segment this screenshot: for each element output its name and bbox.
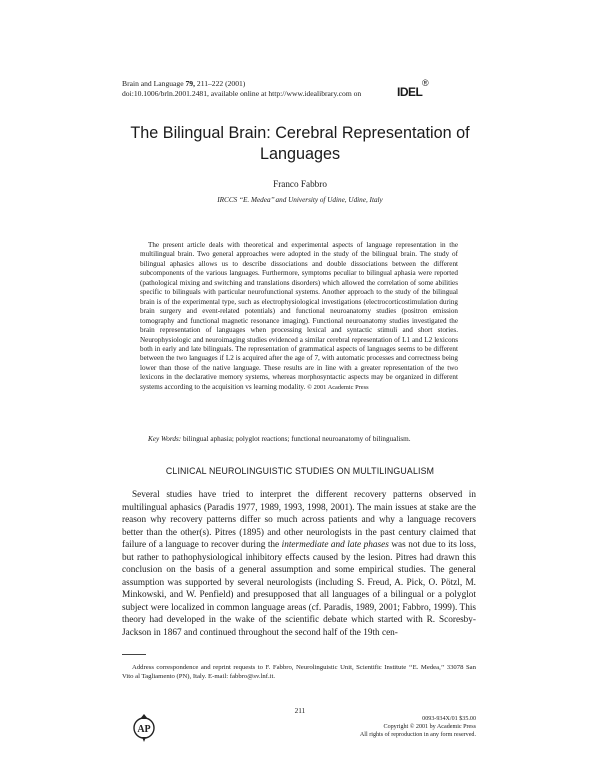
journal-header xyxy=(122,79,361,99)
doi-line: doi:10.1006/brln.2001.2481, available online at http://www.idealibrary.com on xyxy=(122,89,362,98)
academic-press-logo-text: AP xyxy=(137,724,151,735)
journal-volume: 79, xyxy=(185,79,195,88)
body-text-part-1: Several studies have tried to interpret the different recovery patterns observed in multilingual aphasics (Paradis 1977, 1989, 1993, 1998, 2001). The main issues at stake are the reason why recovery patterns differ so much across patients and why a language recovers better than the other(s). Pitres (1895) and other neurologists in the past century claimed that failure of a language to recover during the xyxy=(122,490,476,550)
body-text-italic: intermediate and late phases xyxy=(281,540,389,550)
journal-pages: 211–222 (2001) xyxy=(196,79,246,88)
ideal-logo-text: IDE xyxy=(397,85,416,99)
body-text-part-2: was not due to its loss, but rather to pathophysiological inhibitory effects caused by the lesion. Pitres had drawn this conclusion on the basis of a general assumption and some empirical studies. The general assumption was supported by several neurologists (including S. Freud, A. Pick, O. Pötzl, M. Minkowski, and W. Penfield) and presupposed that all languages of a bilingual or a polyglot subject were localized in common language areas (cf. Paradis, 1989, 2001; Fabbro, 1999). This theory had developed in the wake of the scientific debate which started with R. Scoresby-Jackson in 1867 and continued throughout the second half of the 19th cen- xyxy=(122,540,477,638)
abstract xyxy=(140,241,458,392)
footnote-divider xyxy=(122,654,146,655)
article-title: The Bilingual Brain: Cerebral Representation of Languages xyxy=(130,124,470,163)
abstract-rights: © 2001 Academic Press xyxy=(307,383,369,391)
copyright-block xyxy=(330,716,476,739)
copyright-price: 0093-934X/01 $35.00 xyxy=(422,716,476,722)
ideal-logo xyxy=(397,85,422,99)
keywords-text: bilingual aphasia; polyglot reactions; functional neuroanatomy of bilingualism. xyxy=(183,435,411,443)
author-name: Franco Fabbro xyxy=(273,179,327,189)
section-heading: CLINICAL NEUROLINGUISTIC STUDIES ON MULTILINGUALISM xyxy=(165,466,435,476)
copyright-rights: All rights of reproduction in any form reserved. xyxy=(359,731,476,738)
academic-press-logo xyxy=(132,712,156,744)
journal-citation xyxy=(122,79,361,89)
abstract-text: The present article deals with theoretical and experimental aspects of language representation in the multilingual brain. Two general approaches were adopted in the study of the bilingual brain. The study of bilingual aphasics allows us to describe dissociations and double dissociations between the different subcomponents of the various languages. Furthermore, symptoms peculiar to bilingual aphasia were reported (pathological mixing and switching and translations disorders) which allowed the correlation of some abilities specific to bilinguals with particular neurofunctional systems. Another approach to the study of the bilingual brain is of the experimental type, such as electrophysiological investigations (electrocorticostimulation during brain surgery and event-related potentials) and functional neuroanatomy studies (positron emission tomography and functional magnetic resonance imaging). Functional neuroanatomy studies investigated the brain representation of languages when processing lexical and syntactic stimuli and short stories. Neurophysiologic and neuroimaging studies evidenced a similar cerebral representation of L1 and L2 lexicons both in early and late bilinguals. The representation of grammatical aspects of languages seems to be different between the two languages if L2 is acquired after the age of 7, with automatic processes and correctness being lower than those of the native language. These results are in line with a greater representation of the two lexicons in the declarative memory systems, whereas morphosyntactic aspects may be organized in different systems according to the acquisition vs learning modality. xyxy=(140,241,458,391)
author-affiliation: IRCCS ‘‘E. Medea’’ and University of Udine, Udine, Italy xyxy=(217,196,383,204)
ideal-logo-mark: ® xyxy=(422,78,429,88)
keywords-label: Key Words: xyxy=(148,435,182,443)
ideal-logo-suffix: L xyxy=(415,85,423,99)
page-number: 211 xyxy=(294,706,306,715)
body-paragraph xyxy=(122,489,476,639)
journal-name: Brain and Language xyxy=(122,79,184,88)
correspondence-footnote: Address correspondence and reprint requests to F. Fabbro, Neurolinguistic Unit, Scientific Institute ‘‘E. Medea,’’ 33078 San Vito al Tagliamento (PN), Italy. E-mail: fabbro@sv.lnf.it. xyxy=(122,664,476,680)
copyright-holder: Copyright © 2001 by Academic Press xyxy=(383,723,476,730)
keywords xyxy=(148,435,468,444)
